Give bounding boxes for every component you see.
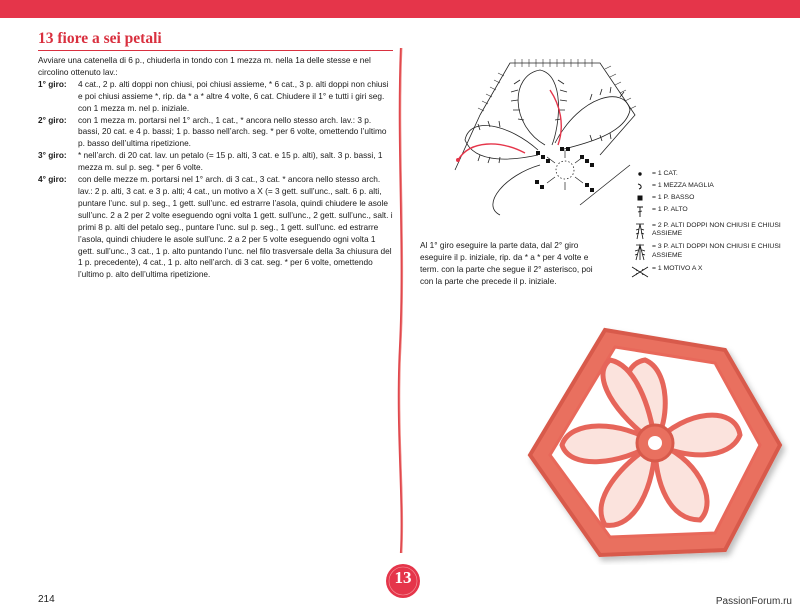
legend-item (628, 170, 788, 179)
legend-label: = 1 MOTIVO A X (652, 264, 703, 272)
legend-label: = 1 CAT. (652, 170, 678, 177)
round-1 (38, 79, 393, 115)
square-icon (628, 194, 652, 202)
page-title: 13 fiore a sei petali (38, 30, 162, 47)
legend-item (628, 265, 788, 279)
crochet-flower-photo (520, 325, 790, 565)
round-text: * nell’arch. di 20 cat. lav. un petalo (= 15 p. alti, 3 cat. e 15 p. alti), salt. 3 p. bassi, 1 mezza m. sul p. seg. * per 6 volte. (78, 150, 383, 173)
dot-icon (628, 170, 652, 178)
legend-label: = 1 P. ALTO (652, 206, 688, 213)
round-label: 1° giro: (38, 78, 67, 89)
page-number: 214 (38, 594, 55, 605)
legend-item (628, 222, 788, 240)
round-text: con delle mezze m. portarsi nel 1° arch. di 3 cat., 3 cat. * ancora nello stesso arch. lav.: 2 p. alti, 3 cat. e 3 p. alti; 4 cat., un motivo a X (= 3 gett. sull’unc., salt. 6 p. alti, puntare l’unc. sul p. seg., 1 gett. sull’unc. ed estrarre l’asola, quindi chiudere le asole sull’unc. 2 a 2 per 2 volte eseguendo ogni volta 1 gett. sull’unc., 2 gett. sull’unc., salt. i primi 8 p. alti del petalo seg., puntare l’unc. sul p. seg., 1 gett. sull’unc. ed estrarre l’asola, quindi chiudere le asole sull’unc. 2 a 2 per 5 volte eseguendo ogni volta 1 gett. sull’unc., 3 cat., 1 p. alto puntando l’unc. nel filo trasversale della 3a chiusura del 1 p. precedente), 4 cat., 1 p. alto nell’arch. di 3 cat. seg. * per 6 volte, omettendo l’ultimo p. alto dell’ultima ripetizione. (78, 174, 393, 280)
triple-tall-icon (628, 243, 652, 261)
x-motif-icon (628, 265, 652, 279)
legend-label: = 2 P. ALTI DOPPI NON CHIUSI E CHIUSI ASSIEME (652, 221, 781, 237)
round-label: 4° giro: (38, 174, 67, 185)
round-label: 3° giro: (38, 150, 67, 161)
arc-icon (628, 182, 652, 190)
watermark: PassionForum.ru (715, 596, 792, 607)
pattern-number: 13 (394, 568, 412, 587)
round-4 (38, 174, 393, 281)
side-note: Al 1° giro eseguire la parte data, dal 2° giro eseguire il p. iniziale, rip. da * a * per 4 volte e term. con la parte che segue il 2° asterisco, poi con la parte che precede il p. iniziale. (420, 240, 593, 286)
thread-decoration (393, 48, 409, 563)
top-accent-bar (0, 0, 800, 18)
tall-stitch-icon (628, 206, 652, 218)
instructions (38, 55, 393, 281)
double-tall-icon (628, 222, 652, 240)
legend-item (628, 182, 788, 191)
title-underline (38, 50, 393, 51)
round-label: 2° giro: (38, 114, 67, 125)
intro-text: Avviare una catenella di 6 p., chiuderla in tondo con 1 mezza m. nella 1a delle stesse e nel circolino ottenuto lav.: (38, 55, 371, 77)
symbol-legend (628, 170, 788, 282)
legend-item (628, 206, 788, 218)
round-2 (38, 115, 393, 151)
round-3 (38, 150, 393, 174)
legend-item (628, 194, 788, 203)
legend-label: = 1 MEZZA MAGLIA (652, 182, 714, 189)
legend-label: = 1 P. BASSO (652, 194, 695, 201)
round-text: con 1 mezza m. portarsi nel 1° arch., 1 cat., * ancora nello stesso arch. lav.: 3 p. bassi, 20 cat. e 4 p. bassi; 1 p. basso nell’arch. seg. * per 6 volte, omettendo l’ultimo p. basso dell’ultima ripetizione. (78, 114, 387, 149)
legend-item (628, 243, 788, 261)
round-text: 4 cat., 2 p. alti doppi non chiusi, poi chiusi assieme, * 6 cat., 3 p. alti doppi non chiusi e poi chiusi assieme *, rip. da * a * altre 4 volte, 6 cat. Chiudere il 1° e tutti i giri seg. con 1 mezza m. nel p. iniziale. (78, 78, 389, 113)
legend-label: = 3 P. ALTI DOPPI NON CHIUSI E CHIUSI ASSIEME (652, 243, 781, 259)
